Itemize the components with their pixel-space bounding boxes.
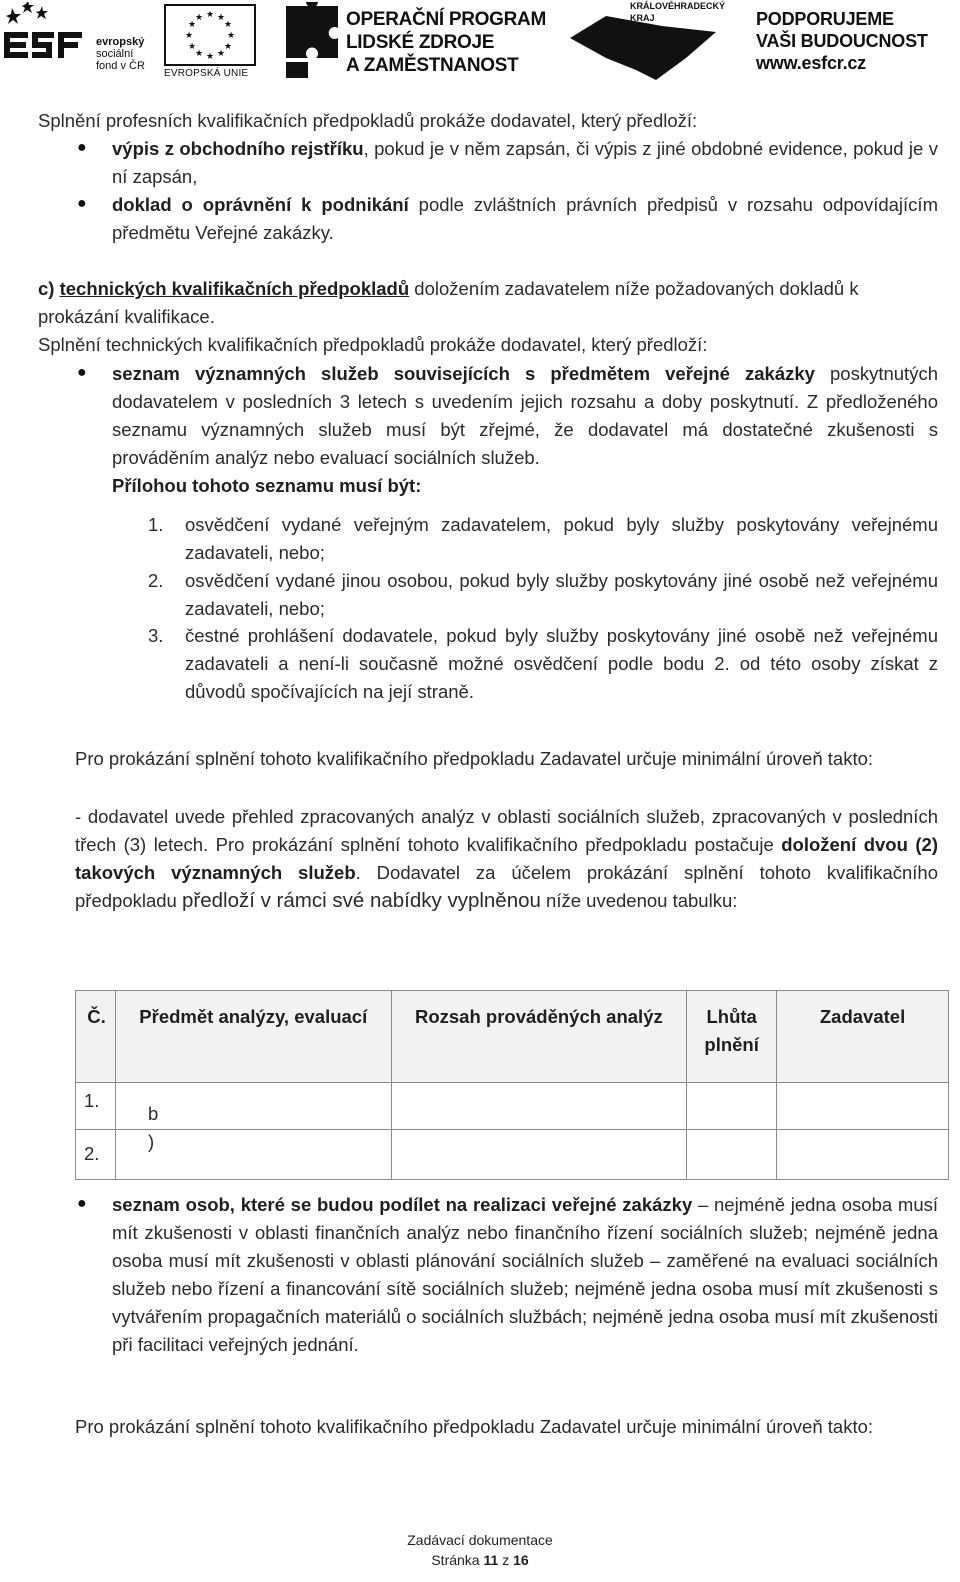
table-header-row xyxy=(76,991,949,1083)
bullet-dot-icon: ● xyxy=(77,1195,87,1212)
table-header-cell: Č. xyxy=(76,991,116,1083)
list-item: čestné prohlášení dodavatele, pokud byly služby poskytovány jiné osobě než veřejnému zadavateli a není-li současně možné osvědčení podle bodu 2. od této osoby získat z důvodů spočívajících na její straně. xyxy=(185,625,938,702)
svg-text:★: ★ xyxy=(194,13,204,23)
section-c-underlined: technických kvalifikačních předpokladů xyxy=(59,278,410,299)
table-cell xyxy=(687,1130,777,1180)
bullet-opravneni-bold: doklad o oprávnění k podnikání xyxy=(112,194,409,215)
table-cell-number: 1. xyxy=(76,1083,116,1130)
table-cell xyxy=(777,1130,949,1180)
footer-doc-title: Zadávací dokumentace xyxy=(407,1532,553,1548)
technicke-intro: Splnění technických kvalifikačních předpokladů prokáže dodavatel, který předloží: xyxy=(38,334,708,355)
bullet-seznam-osob xyxy=(112,1191,938,1359)
min-level-paragraph: Pro prokázání splnění tohoto kvalifikačního předpokladu Zadavatel určuje minimální úroveň takto: xyxy=(75,748,874,769)
svg-text:★: ★ xyxy=(205,52,215,62)
bullet-vypis-text: , pokud je v něm zapsán, či výpis z jiné obdobné evidence, pokud je v ní zapsán, xyxy=(112,138,938,187)
dash-text-a: - dodavatel uvede přehled zpracovaných analýz v oblasti sociálních služeb, zpracovaných v posledních třech (3) letech. Pro prokázání splnění tohoto kvalifikačního předpokladu postačuje xyxy=(75,806,938,855)
table-header-cell: Lhůta plnění xyxy=(687,991,777,1083)
dash-paragraph xyxy=(75,803,938,915)
dash-text-large: předloží v rámci své nabídky vyplněnou xyxy=(181,889,541,912)
bullet-seznam-osob-text: – nejméně jedna osoba musí mít zkušenosti v oblasti finančních analýz nebo finančního řízení sociálních služeb; nejméně jedna osoba musí mít zkušenosti v oblasti plánování sociálních služeb – zaměřené na evaluaci sociálních služeb nebo řízení a financování sítě sociálních služeb; nejméně jedna osoba musí mít zkušenosti s vytvářením propagačních materiálů o sociálních službách; nejméně jedna osoba musí mít zkušenosti při facilitaci veřejných jednání. xyxy=(112,1194,938,1355)
table-cell xyxy=(391,1130,687,1180)
footer-page-number xyxy=(0,1550,960,1570)
page-word: Stránka xyxy=(431,1552,480,1568)
table-cell xyxy=(777,1083,949,1130)
min-level-paragraph-2: Pro prokázání splnění tohoto kvalifikačního předpokladu Zadavatel určuje minimální úroveň takto: xyxy=(75,1416,874,1437)
slogan-line-1: PODPORUJEME xyxy=(756,9,894,29)
bullet-vypis-bold: výpis z obchodního rejstříku xyxy=(112,138,364,159)
dash-text-bold: doložení dvou (2) takových významných služeb xyxy=(75,834,938,883)
svg-text:★: ★ xyxy=(194,49,204,59)
table-header-cell: Zadavatel xyxy=(777,991,949,1083)
bullet-dot-icon: ● xyxy=(77,364,87,381)
bullet-vypis-or xyxy=(112,135,938,191)
svg-text:★: ★ xyxy=(216,49,226,59)
esf-logo-text: evropský sociální fond v ČR xyxy=(96,36,145,72)
bullet-seznam-sluzeb xyxy=(112,360,938,472)
table-cell xyxy=(391,1083,687,1130)
bullet-seznam-sluzeb-text: poskytnutých dodavatelem v posledních 3 letech s uvedením jejich rozsahu a doby poskytnutí. Z předloženého seznamu významných služeb musí být zřejmé, že dodavatel má dostatečné zkušenosti s prováděním analýz nebo evaluací sociálních služeb. xyxy=(112,363,938,468)
svg-text:★: ★ xyxy=(187,42,197,52)
svg-text:★: ★ xyxy=(184,31,194,41)
attachment-heading: Přílohou tohoto seznamu musí být: xyxy=(112,475,422,496)
section-c-rest: doložením zadavatelem níže požadovaných dokladů k prokázání kvalifikace. xyxy=(38,278,859,327)
page-current: 11 xyxy=(483,1552,499,1568)
svg-text:★: ★ xyxy=(223,20,233,30)
list-item: osvědčení vydané veřejným zadavatelem, pokud byly služby poskytovány veřejnému zadavateli, nebo; xyxy=(185,514,938,563)
page-of: z xyxy=(502,1552,510,1568)
list-item: osvědčení vydané jinou osobou, pokud byly služby poskytovány jiné osobě než veřejnému zadavateli, nebo; xyxy=(185,570,938,619)
section-c-prefix: c) xyxy=(38,278,60,299)
bullet-seznam-sluzeb-bold: seznam významných služeb souvisejících s předmětem veřejné zakázky xyxy=(112,363,815,384)
bullet-dot-icon: ● xyxy=(77,139,87,156)
slogan-line-2: VAŠI BUDOUCNOST xyxy=(756,31,928,51)
list-item-number: 3. xyxy=(148,625,164,646)
kraj-logo-text: KRÁLOVÉHRADECKÝ KRAJ xyxy=(630,1,726,23)
page-total: 16 xyxy=(513,1552,529,1568)
svg-text:★: ★ xyxy=(226,31,236,41)
svg-text:★: ★ xyxy=(205,10,215,20)
list-item-number: 2. xyxy=(148,570,164,591)
list-item-number: 1. xyxy=(148,514,164,535)
table-row xyxy=(76,1083,949,1130)
table-row xyxy=(76,1130,949,1180)
profesni-intro: Splnění profesních kvalifikačních předpokladů prokáže dodavatel, který předloží: xyxy=(38,110,698,131)
eu-logo-caption: EVROPSKÁ UNIE xyxy=(164,68,249,79)
bullet-opravneni xyxy=(112,191,938,247)
section-c-heading xyxy=(38,275,938,331)
svg-text:★: ★ xyxy=(216,13,226,23)
table-header-cell: Rozsah prováděných analýz xyxy=(391,991,687,1083)
bullet-seznam-osob-bold: seznam osob, které se budou podílet na realizaci veřejné zakázky xyxy=(112,1194,693,1215)
bullet-dot-icon: ● xyxy=(77,195,87,212)
slogan-url: www.esfcr.cz xyxy=(756,53,866,73)
stray-marker: b ) xyxy=(148,1103,159,1152)
table-cell xyxy=(687,1083,777,1130)
services-table xyxy=(75,990,949,1180)
bullet-opravneni-text: podle zvláštních právních předpisů v rozsahu odpovídajícím předmětu Veřejné zakázky. xyxy=(112,194,938,243)
op-logo-text: OPERAČNÍ PROGRAM LIDSKÉ ZDROJE A ZAMĚSTNANOST xyxy=(346,9,546,76)
svg-text:★: ★ xyxy=(223,42,233,52)
table-cell-number: 2. xyxy=(76,1130,116,1180)
table-header-cell: Předmět analýzy, evaluací xyxy=(115,991,391,1083)
dash-text-b: . Dodavatel za účelem prokázání splnění tohoto kvalifikačního předpokladu xyxy=(75,862,938,911)
dash-text-c: níže uvedenou tabulku: xyxy=(540,890,738,911)
svg-text:★: ★ xyxy=(187,20,197,30)
